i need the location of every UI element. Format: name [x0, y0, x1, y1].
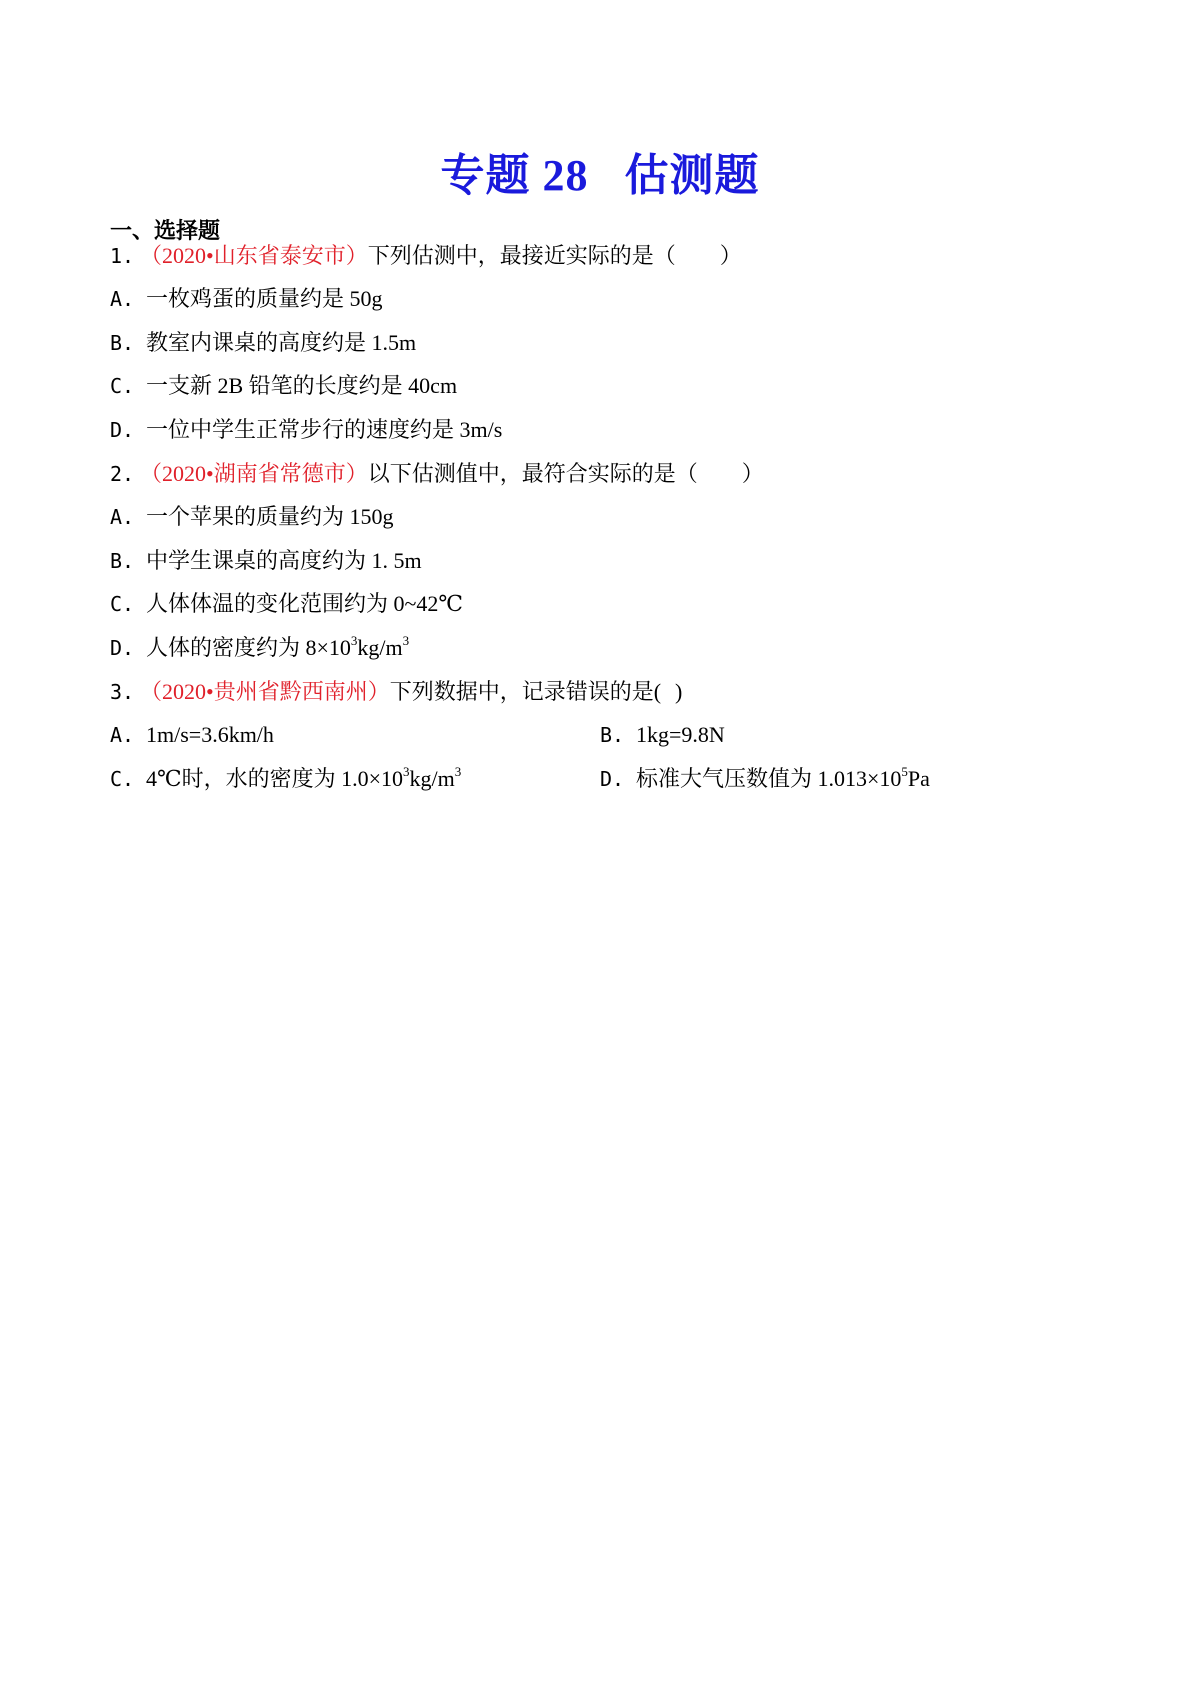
- section-heading: 一、选择题: [110, 218, 221, 243]
- question-3-stem: 3. （2020•贵州省黔西南州）下列数据中，记录错误的是( ): [110, 679, 683, 704]
- question-2-option-c: C. 人体体温的变化范围约为 0~42℃: [110, 591, 464, 616]
- question-1-option-b: B. 教室内课桌的高度约是 1.5m: [110, 330, 417, 355]
- question-source: （2020•山东省泰安市）: [140, 243, 368, 268]
- question-1-option-a: A. 一枚鸡蛋的质量约是 50g: [110, 286, 383, 311]
- question-2-option-d: D. 人体的密度约为 $8\times 10^3kg/m^3$: [110, 632, 410, 660]
- page-title: [0, 148, 1200, 204]
- question-3-option-d: D. 标准大气压数值为 $1.013\times 10^5Pa$: [600, 763, 930, 791]
- question-2-option-a: A. 一个苹果的质量约为 150g: [110, 504, 394, 529]
- question-2-stem: 2. （2020•湖南省常德市）以下估测值中，最符合实际的是（ ）: [110, 461, 764, 486]
- question-3-option-b: B. 1kg=9.8N: [600, 722, 725, 747]
- question-1-stem: 1. （2020•山东省泰安市）下列估测中，最接近实际的是（ ）: [110, 243, 742, 268]
- question-source: （2020•贵州省黔西南州）: [140, 679, 390, 704]
- question-3-option-a: A. 1m/s=3.6km/h: [110, 722, 274, 747]
- question-source: （2020•湖南省常德市）: [140, 461, 368, 486]
- title-part2: 估测题: [624, 151, 760, 200]
- question-2-option-b: B. 中学生课桌的高度约为 1. 5m: [110, 548, 422, 573]
- question-1-option-c: C. 一支新 2B 铅笔的长度约是 40cm: [110, 373, 458, 398]
- question-3-option-c: C. 4℃时，水的密度为 $1.0\times 10^3kg/m^3$: [110, 763, 462, 791]
- question-1-option-d: D. 一位中学生正常步行的速度约是 3m/s: [110, 417, 503, 442]
- title-part1: 专题 28: [440, 151, 589, 200]
